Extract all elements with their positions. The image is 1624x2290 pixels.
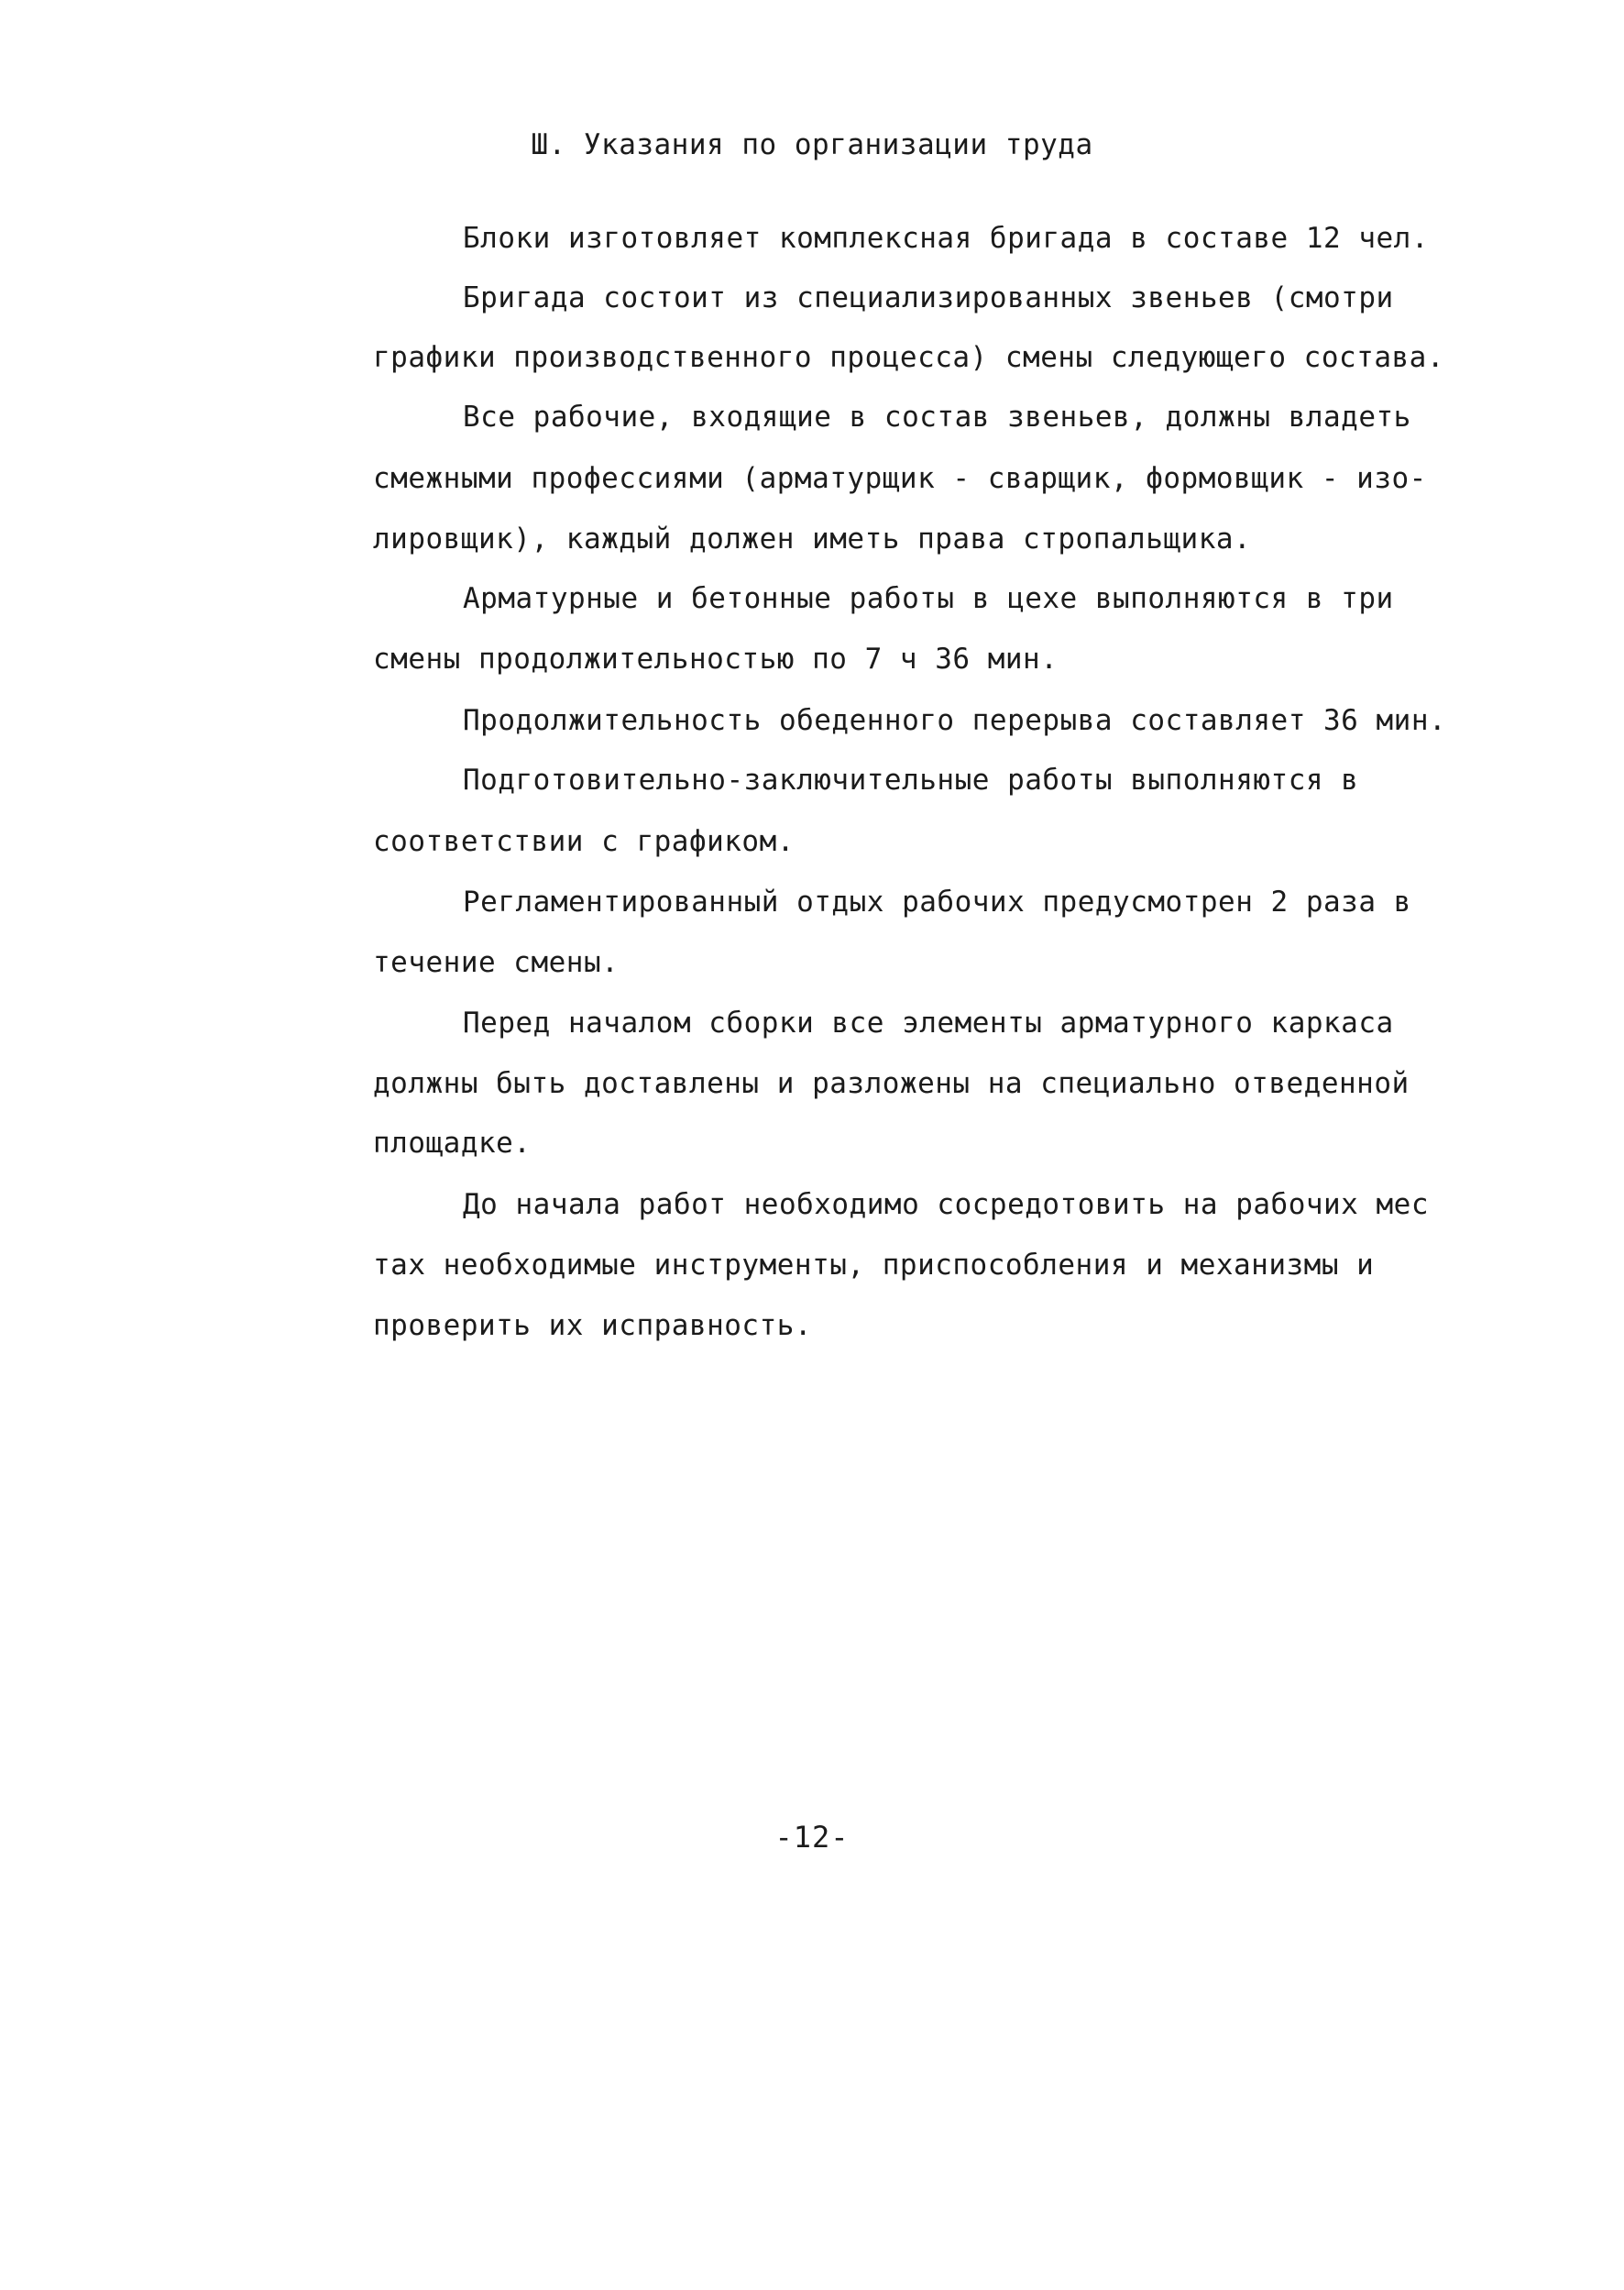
paragraph-7-line-2: течение смены. [373, 946, 620, 979]
paragraph-3-line-3: лировщик), каждый должен иметь права стропальщика. [373, 523, 1252, 556]
paragraph-8-line-3: площадке. [373, 1127, 532, 1160]
paragraph-2-line-2: графики производственного процесса) смены следующего состава. [373, 341, 1444, 374]
paragraph-8-line-2: должны быть доставлены и разложены на специально отведенной [373, 1067, 1410, 1100]
paragraph-3-line-1: Все рабочие, входящие в состав звеньев, должны владеть [463, 401, 1411, 434]
paragraph-1-line-1: Блоки изготовляет комплексная бригада в составе 12 чел. [463, 222, 1429, 255]
paragraph-6-line-1: Подготовительно-заключительные работы выполняются в [463, 764, 1359, 797]
paragraph-9-line-2: тах необходимые инструменты, приспособления и механизмы и [373, 1249, 1375, 1282]
paragraph-9-line-1: До начала работ необходимо сосредотовить на рабочих мес [463, 1188, 1429, 1221]
paragraph-6-line-2: соответствии с графиком. [373, 825, 795, 858]
page-number: -12- [774, 1820, 850, 1855]
paragraph-4-line-2: смены продолжительностью по 7 ч 36 мин. [373, 643, 1059, 676]
paragraph-5-line-1: Продолжительность обеденного перерыва составляет 36 мин. [463, 704, 1447, 737]
paragraph-4-line-1: Арматурные и бетонные работы в цехе выполняются в три [463, 582, 1394, 615]
paragraph-3-line-2: смежными профессиями (арматурщик - сварщик, формовщик - изо- [373, 462, 1427, 495]
paragraph-7-line-1: Регламентированный отдых рабочих предусмотрен 2 раза в [463, 886, 1411, 919]
paragraph-8-line-1: Перед началом сборки все элементы арматурного каркаса [463, 1007, 1394, 1040]
paragraph-9-line-3: проверить их исправность. [373, 1309, 813, 1342]
paragraph-2-line-1: Бригада состоит из специализированных звеньев (смотри [463, 281, 1394, 314]
section-heading: Ш. Указания по организации труда [531, 128, 1093, 161]
